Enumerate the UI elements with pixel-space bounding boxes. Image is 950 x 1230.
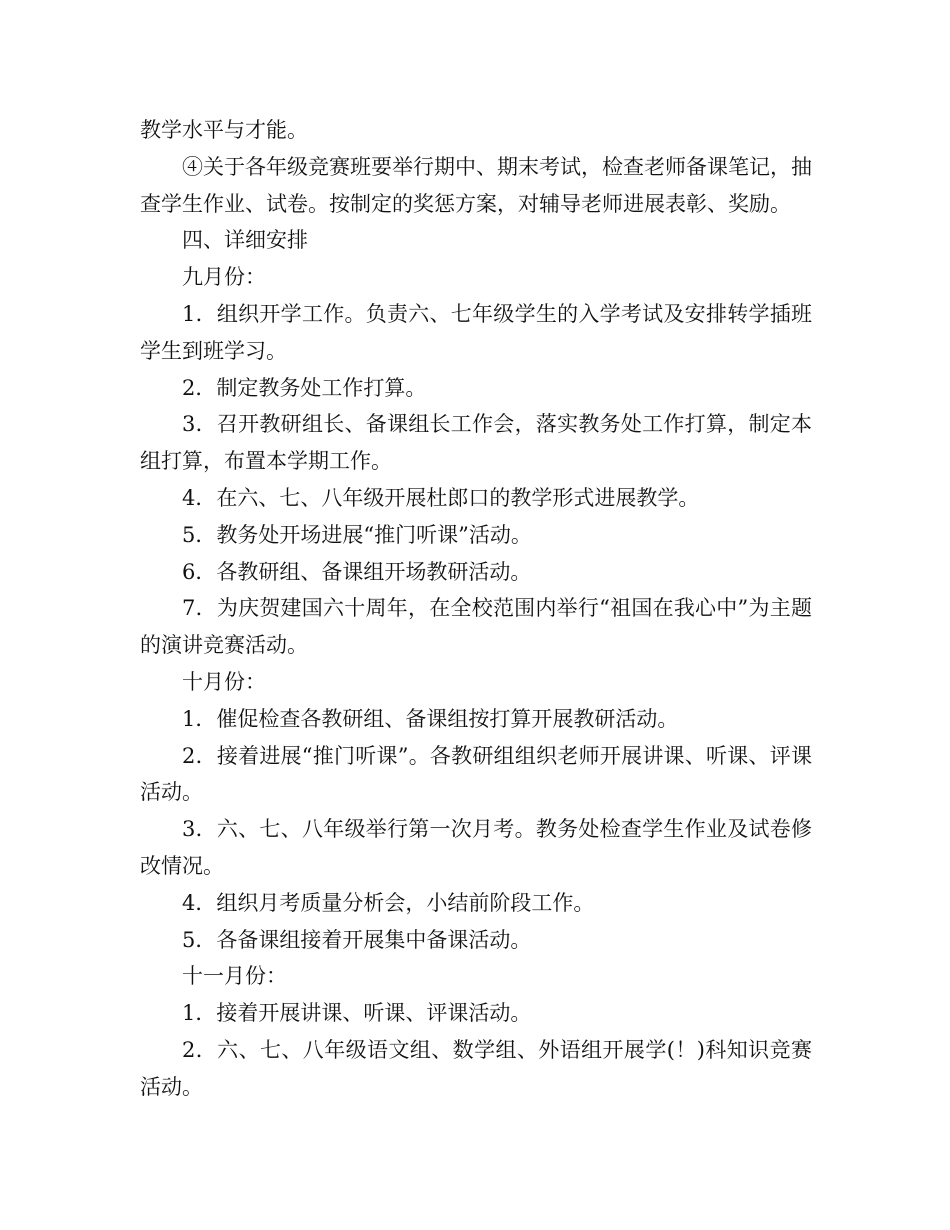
paragraph: ④关于各年级竞赛班要举行期中、期末考试，检查老师备课笔记，抽查学生作业、试卷。按制定的奖惩方案，对辅导老师进展表彰、奖励。 xyxy=(140,154,812,216)
list-item: 2．六、七、八年级语文组、数学组、外语组开展学(！)科知识竞赛活动。 xyxy=(140,1037,812,1099)
list-item: 2．制定教务处工作打算。 xyxy=(182,375,427,400)
list-item: 7．为庆贺建国六十周年，在全校范围内举行“祖国在我心中”为主题的演讲竞赛活动。 xyxy=(140,596,812,658)
month-heading: 九月份： xyxy=(182,265,266,290)
list-item: 6．各教研组、备课组开场教研活动。 xyxy=(182,559,532,584)
list-item: 2．接着进展“推门听课”。各教研组组织老师开展讲课、听课、评课活动。 xyxy=(140,743,812,805)
month-heading: 十月份： xyxy=(182,669,266,694)
month-heading: 十一月份： xyxy=(182,964,287,989)
list-item: 3．召开教研组长、备课组长工作会，落实教务处工作打算，制定本组打算，布置本学期工作。 xyxy=(140,412,812,474)
list-item: 4．在六、七、八年级开展杜郎口的教学形式进展教学。 xyxy=(182,485,700,510)
list-item: 4．组织月考质量分析会，小结前阶段工作。 xyxy=(182,890,595,915)
list-item: 1．接着开展讲课、听课、评课活动。 xyxy=(182,1001,532,1026)
document-body xyxy=(140,112,812,1106)
section-heading: 四、详细安排 xyxy=(182,228,308,253)
list-item: 1．组织开学工作。负责六、七年级学生的入学考试及安排转学插班学生到班学习。 xyxy=(140,301,812,363)
list-item: 3．六、七、八年级举行第一次月考。教务处检查学生作业及试卷修改情况。 xyxy=(140,817,812,878)
list-item: 1．催促检查各教研组、备课组按打算开展教研活动。 xyxy=(182,706,679,731)
list-item: 5．各备课组接着开展集中备课活动。 xyxy=(182,927,532,952)
list-item: 5．教务处开场进展“推门听课”活动。 xyxy=(182,522,532,547)
paragraph: 教学水平与才能。 xyxy=(140,118,308,142)
